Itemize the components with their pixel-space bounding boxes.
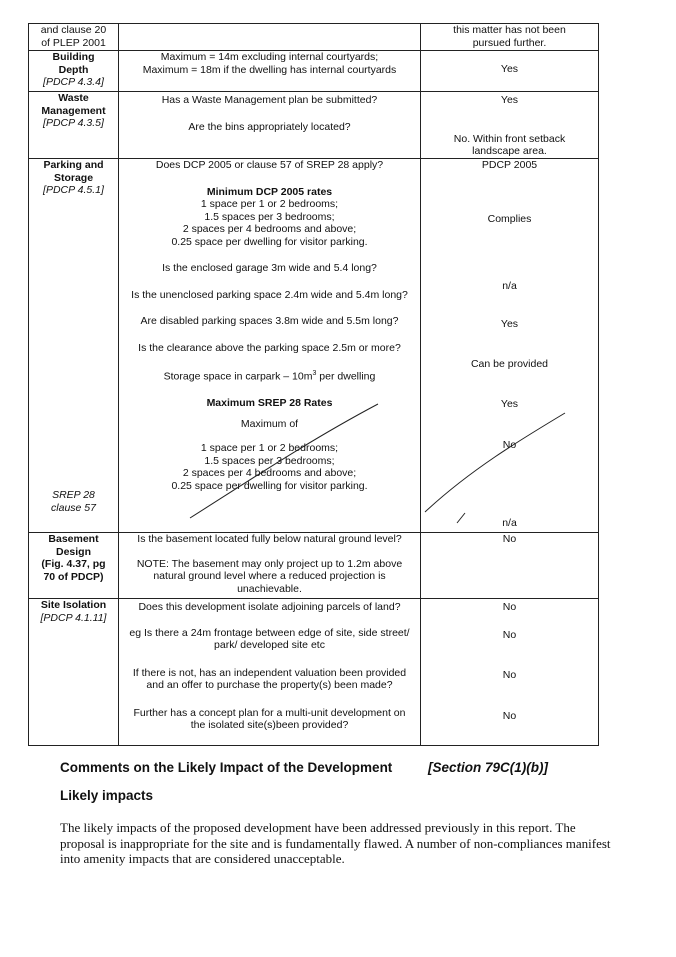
waste-question: Has a Waste Management plan be submitted? <box>161 94 378 106</box>
building-depth-question-cell <box>119 51 421 92</box>
building-depth-question: Maximum = 18m if the dwelling has internal courtyards <box>142 63 397 76</box>
table-row-plep <box>29 24 599 51</box>
parking-ref: [PDCP 4.5.1] <box>43 184 104 196</box>
building-depth-answer: Yes <box>421 51 599 92</box>
site-question: and an offer to purchase the property(s) been made? <box>146 679 393 691</box>
parking-srep-ref <box>29 489 118 514</box>
building-depth-label-cell <box>29 51 119 92</box>
parking-answer: No <box>502 439 517 451</box>
parking-storage-sup: 3 <box>312 370 317 377</box>
table-row-building-depth <box>29 51 599 92</box>
parking-answer: Complies <box>487 213 532 225</box>
parking-max-heading: Maximum SREP 28 Rates <box>206 397 333 409</box>
parking-srep-ref-line: clause 57 <box>51 501 96 514</box>
parking-question-cell <box>119 159 421 533</box>
parking-min-line: 1 space per 1 or 2 bedrooms; <box>200 198 339 210</box>
parking-label: Storage <box>53 171 94 184</box>
building-depth-label: Building <box>52 51 95 63</box>
site-question: park/ developed site etc <box>214 639 325 651</box>
waste-answer: No. Within front setback <box>453 132 566 145</box>
basement-note: NOTE: The basement may only project up to 1.2m above <box>136 557 403 570</box>
comments-heading-row <box>60 760 549 775</box>
plep-label-line: of PLEP 2001 <box>41 36 106 49</box>
parking-question: Are disabled parking spaces 3.8m wide and 5.5m long? <box>140 315 399 327</box>
site-question-cell <box>119 599 421 746</box>
parking-srep-ref-line: SREP 28 <box>52 489 95 501</box>
building-depth-ref: [PDCP 4.3.4] <box>43 76 104 88</box>
site-answer: No <box>502 709 517 722</box>
parking-min-line: 2 spaces per 4 bedrooms and above; <box>182 223 357 235</box>
building-depth-label: Depth <box>58 63 89 76</box>
site-answer-cell <box>421 599 599 746</box>
parking-min-line: 1.5 spaces per 3 bedrooms; <box>204 210 335 223</box>
waste-label: Management <box>41 104 106 117</box>
site-question: the isolated site(s)been provided? <box>190 719 349 731</box>
waste-answer: Yes <box>500 94 519 106</box>
parking-storage-question <box>121 368 418 383</box>
likely-impacts-heading: Likely impacts <box>60 788 154 803</box>
site-label: Site Isolation <box>40 599 107 611</box>
basement-label: Design <box>55 545 91 558</box>
comments-heading: Comments on the Likely Impact of the Development <box>60 760 393 775</box>
parking-max-line: 1 space per 1 or 2 bedrooms; <box>200 442 339 454</box>
parking-answer: n/a <box>502 517 517 529</box>
site-question: eg Is there a 24m frontage between edge of site, side street/ <box>129 626 410 639</box>
parking-answer-cell <box>421 159 599 533</box>
site-question: Does this development isolate adjoining parcels of land? <box>138 601 401 613</box>
plep-answer-line: this matter has not been <box>453 24 566 36</box>
parking-answer: Yes <box>500 398 519 410</box>
parking-max-line: 0.25 space per dwelling for visitor parking. <box>171 479 368 492</box>
parking-answer: n/a <box>502 280 517 292</box>
table-row-parking <box>29 159 599 533</box>
basement-label-cell <box>29 533 119 599</box>
parking-answer: Yes <box>500 318 519 330</box>
basement-label: 70 of PDCP) <box>43 570 104 583</box>
basement-answer: No <box>421 533 599 599</box>
assessment-table <box>28 23 599 746</box>
basement-note: natural ground level where a reduced projection is <box>153 570 386 582</box>
site-question: Further has a concept plan for a multi-unit development on <box>133 706 406 719</box>
site-answer: No <box>502 601 517 613</box>
site-answer: No <box>502 628 517 641</box>
waste-label: Waste <box>58 92 89 104</box>
table-row-site-isolation <box>29 599 599 746</box>
basement-label: Basement <box>48 533 99 545</box>
plep-answer-line: pursued further. <box>472 36 547 49</box>
parking-question: Is the enclosed garage 3m wide and 5.4 long? <box>162 262 377 274</box>
parking-min-line: 0.25 space per dwelling for visitor parking. <box>171 235 368 248</box>
plep-answer-cell <box>421 24 599 51</box>
site-answer: No <box>502 669 517 681</box>
basement-note: unachievable. <box>237 582 302 595</box>
waste-ref: [PDCP 4.3.5] <box>43 117 104 129</box>
waste-question: Are the bins appropriately located? <box>188 120 351 133</box>
plep-label-cell <box>29 24 119 51</box>
comments-section-ref: [Section 79C(1)(b)] <box>428 760 549 775</box>
likely-impacts-paragraph: The likely impacts of the proposed development have been addressed previously in this report. The proposal is inappropriate for the site and is fundamentally flawed. A number of non-compliances manifest into amenity impacts that are considered unacceptable. <box>60 820 611 866</box>
site-question: If there is not, has an independent valuation been provided <box>132 666 407 679</box>
plep-label-line: and clause 20 <box>40 24 107 36</box>
basement-label: (Fig. 4.37, pg <box>41 558 106 570</box>
site-ref: [PDCP 4.1.11] <box>40 611 107 624</box>
waste-label-cell <box>29 92 119 159</box>
parking-label: Parking and <box>43 159 104 171</box>
parking-storage-text: Storage space in carpark – 10m <box>163 370 313 383</box>
plep-question-cell <box>119 24 421 51</box>
parking-question: Is the unenclosed parking space 2.4m wide and 5.4m long? <box>131 288 408 301</box>
site-label-cell <box>29 599 119 746</box>
parking-storage-end: per dwelling <box>316 370 376 383</box>
parking-max-of: Maximum of <box>240 417 299 430</box>
waste-question-cell <box>119 92 421 159</box>
parking-min-heading: Minimum DCP 2005 rates <box>206 185 333 198</box>
parking-question: Does DCP 2005 or clause 57 of SREP 28 apply? <box>155 159 384 171</box>
parking-question: Is the clearance above the parking space 2.5m or more? <box>138 341 401 354</box>
table-row-waste <box>29 92 599 159</box>
table-row-basement <box>29 533 599 599</box>
parking-max-line: 1.5 spaces per 3 bedrooms; <box>204 454 335 467</box>
waste-answer-cell <box>421 92 599 159</box>
waste-answer: landscape area. <box>472 145 547 157</box>
building-depth-question: Maximum = 14m excluding internal courtyards; <box>160 51 379 63</box>
basement-question-cell <box>119 533 421 599</box>
parking-answer: Can be provided <box>470 358 549 370</box>
basement-question: Is the basement located fully below natural ground level? <box>137 533 402 545</box>
parking-max-line: 2 spaces per 4 bedrooms and above; <box>182 467 357 479</box>
parking-label-cell <box>29 159 119 533</box>
parking-answer: PDCP 2005 <box>481 159 538 171</box>
